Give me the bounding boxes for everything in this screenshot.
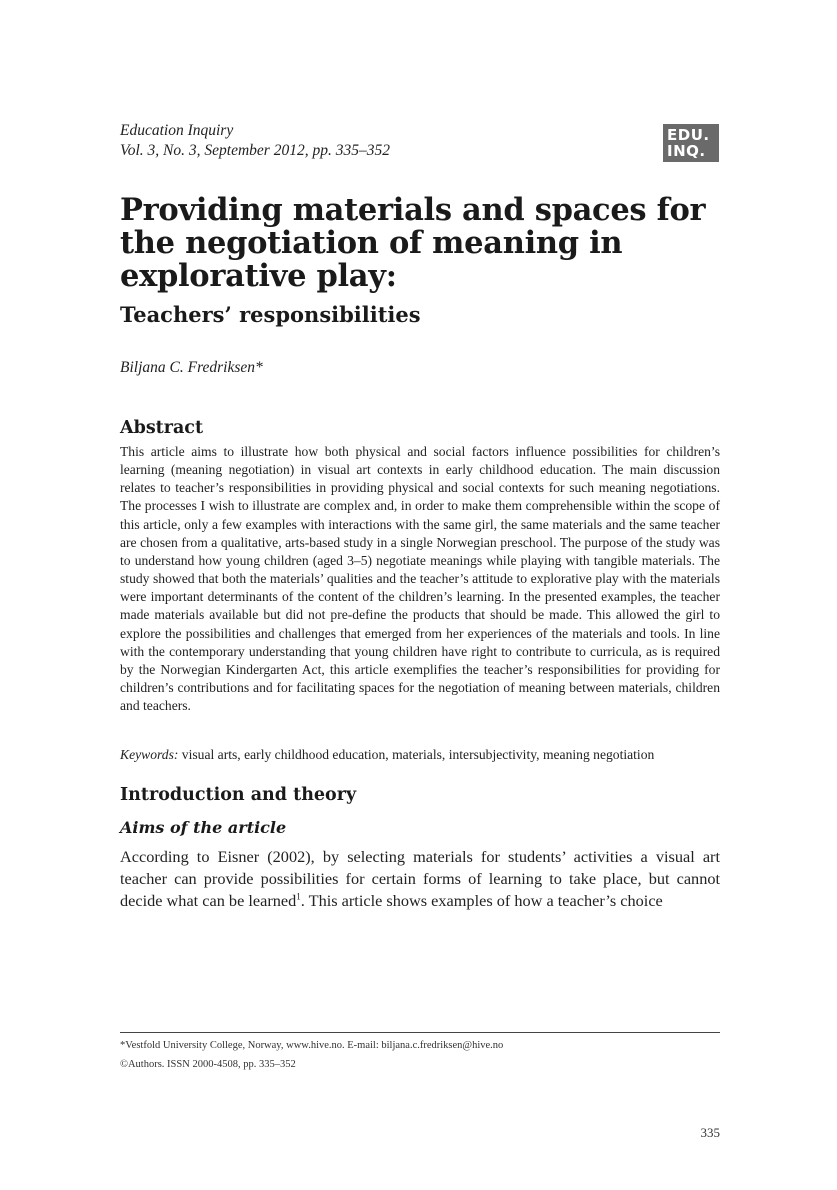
keywords-label: Keywords: xyxy=(120,747,179,762)
body-paragraph xyxy=(120,846,720,912)
journal-logo xyxy=(663,124,719,162)
body-text-part-1: According to Eisner (2002), by selecting materials for students’ activities a visual art teacher can provide possibilities for certain forms of learning to take place, but cannot decide what can be learned xyxy=(120,847,720,910)
section-heading: Introduction and theory xyxy=(120,785,357,805)
footnote-copyright: ©Authors. ISSN 2000-4508, pp. 335–352 xyxy=(120,1059,296,1070)
article-title: Providing materials and spaces for the negotiation of meaning in explorative play: xyxy=(120,192,706,294)
abstract-text: This article aims to illustrate how both physical and social factors influence possibilities for children’s learning (meaning negotiation) in visual art contexts in early childhood education. The main discussion relates to teacher’s responsibilities in providing physical and social contexts for such meaning negotiations. The processes I wish to illustrate are complex and, in order to make them comprehensible within the scope of this article, only a few examples with interactions with the same girl, the same materials and the same teacher are chosen from a qualitative, arts-based study in a single Norwegian preschool. The purpose of the study was to understand how young children (aged 3–5) negotiate meanings while playing with tangible materials. The study showed that both the materials’ qualities and the teacher’s attitude to explorative play with the materials were important determinants of the content of the children’s learning. In the presented examples, the teacher made materials available but did not pre-define the products that should be made. This allowed the girl to explore the possibilities and challenges that emerged from her experiences of the materials and tools. In line with the contemporary understanding that young children have right to contribute to curricula, as is required by the Norwegian Kindergarten Act, this article exemplifies the teacher’s responsibilities for providing for children’s contributions and for facilitating spaces for the negotiation of meaning between materials, children and teachers. xyxy=(120,444,720,714)
journal-name: Education Inquiry xyxy=(120,122,234,139)
author-name: Biljana C. Fredriksen* xyxy=(120,359,263,376)
volume-info: Vol. 3, No. 3, September 2012, pp. 335–352 xyxy=(120,142,390,159)
abstract-heading: Abstract xyxy=(120,418,204,438)
logo-line-1: EDU. xyxy=(667,126,710,144)
footnote-divider xyxy=(120,1032,720,1033)
footnote-affiliation: *Vestfold University College, Norway, www.hive.no. E-mail: biljana.c.fredriksen@hive.no xyxy=(120,1040,504,1051)
journal-header xyxy=(120,121,390,161)
page-number: 335 xyxy=(700,1125,720,1140)
keywords-line xyxy=(120,746,720,764)
keywords-list: visual arts, early childhood education, materials, intersubjectivity, meaning negotiation xyxy=(178,747,655,762)
footnote-reference: 1 xyxy=(296,891,301,902)
body-text-part-2: . This article shows examples of how a teacher’s choice xyxy=(300,891,663,910)
subsection-heading: Aims of the article xyxy=(120,818,287,837)
article-subtitle: Teachers’ responsibilities xyxy=(120,302,421,327)
logo-line-2: INQ. xyxy=(667,142,706,160)
